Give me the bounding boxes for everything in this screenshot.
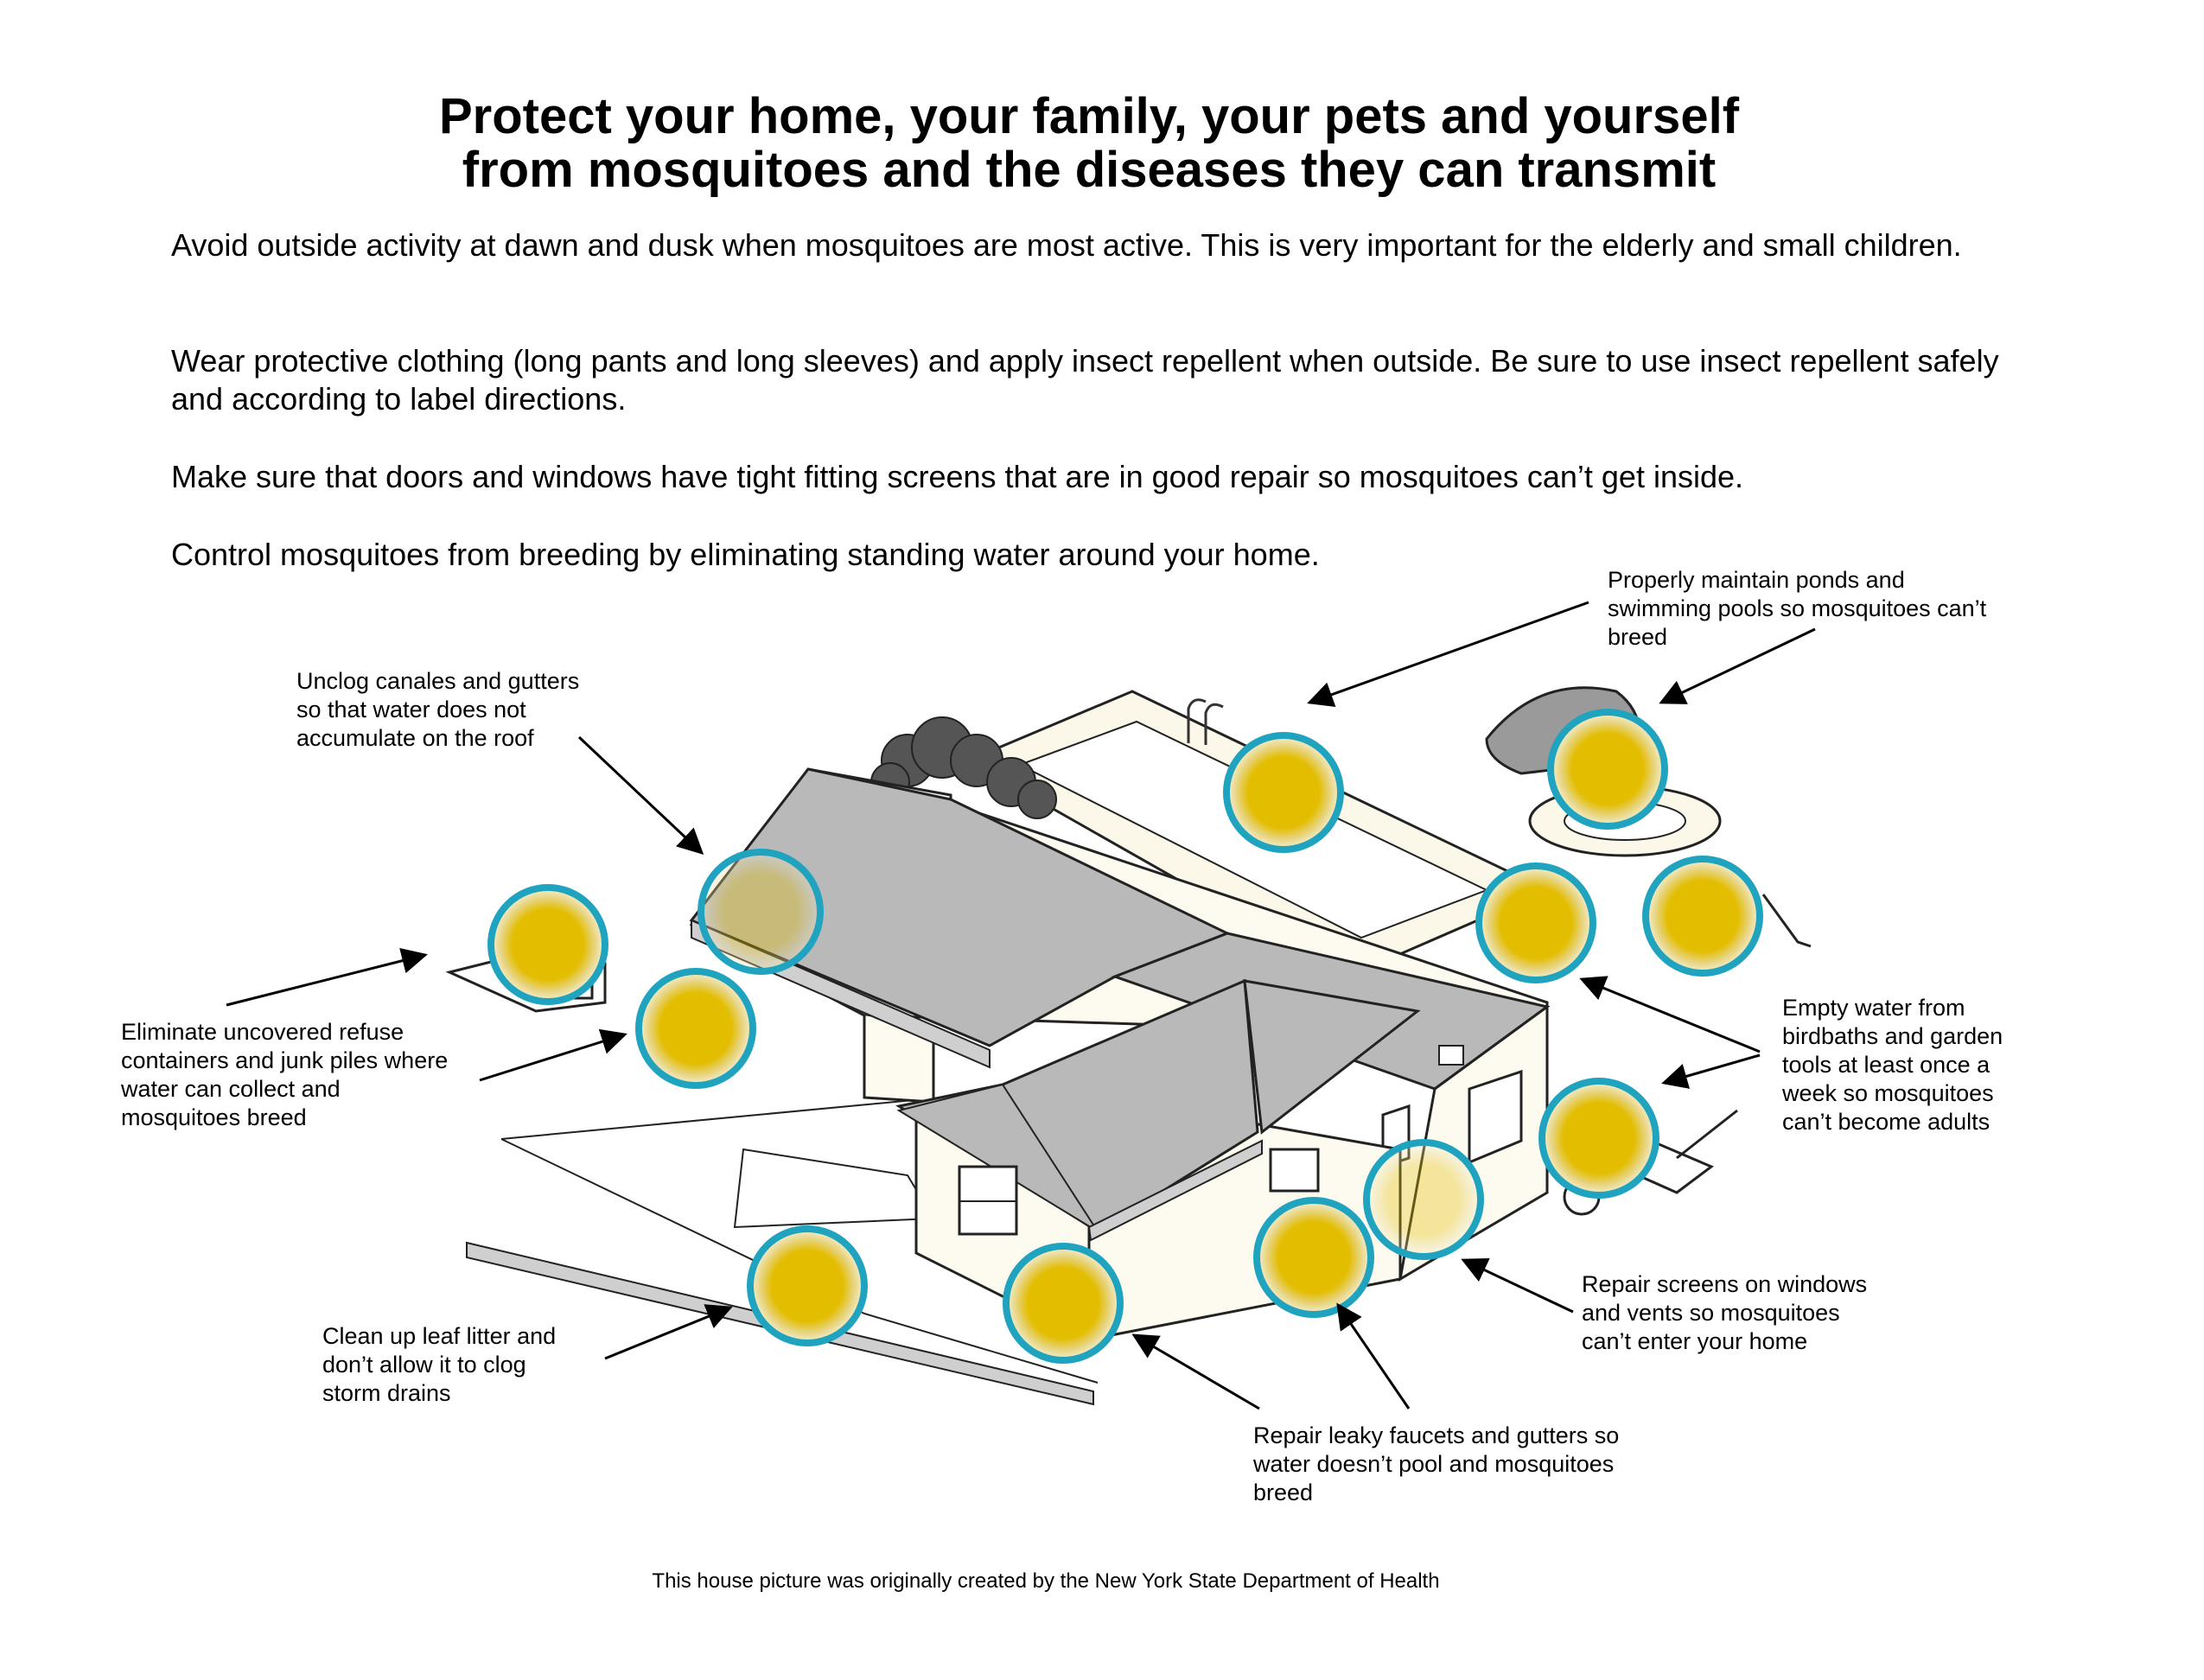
title-line-1: Protect your home, your family, your pets and yourself <box>438 88 1740 144</box>
hotspot-downspout <box>1006 1246 1120 1360</box>
callout-faucets: Repair leaky faucets and gutters so water doesn’t pool and mosquitoes breed <box>1253 1422 1620 1505</box>
callout-birdbaths: Empty water from birdbaths and garden tools at least once a week so mosquitoes can’t become adults <box>1782 995 2003 1135</box>
hotspot-screen <box>1366 1142 1481 1257</box>
tip-window-screens: Make sure that doors and windows have tight fitting screens that are in good repair so mosquitoes can’t get inside. <box>171 459 1744 494</box>
tip-standing-water: Control mosquitoes from breeding by eliminating standing water around your home. <box>171 537 1320 572</box>
arrow-refuse-bin <box>226 955 425 1005</box>
callout-gutters: Unclog canales and gutters so that water does not accumulate on the roof <box>296 668 580 751</box>
hotspot-gutter <box>701 852 820 971</box>
arrow-pool <box>1309 602 1589 703</box>
arrow-birdbath <box>1582 979 1760 1052</box>
callout-refuse: Eliminate uncovered refuse containers and junk piles where water can collect and mosquitoes breed <box>121 1019 449 1130</box>
arrow-screen <box>1463 1260 1573 1312</box>
callout-leaves: Clean up leaf litter and don’t allow it to clog storm drains <box>322 1323 557 1406</box>
title-line-2: from mosquitoes and the diseases they can transmit <box>462 142 1717 198</box>
hotspot-tires <box>1646 859 1760 973</box>
credit-line: This house picture was originally created by the New York State Department of Health <box>652 1569 1440 1593</box>
tip-avoid-dawn-dusk: Avoid outside activity at dawn and dusk when mosquitoes are most active. This is very important for the elderly and small children. <box>171 227 1962 263</box>
arrow-downspout <box>1134 1335 1259 1409</box>
hotspot-refuse-bin <box>491 888 605 1002</box>
page-title <box>0 90 2178 197</box>
hotspot-wheelbarrow <box>1542 1081 1656 1195</box>
arrow-drain <box>605 1308 730 1359</box>
hotspot-junk <box>639 971 753 1085</box>
hotspot-faucet <box>1257 1200 1371 1314</box>
hotspot-birdbath <box>1479 866 1593 980</box>
arrow-faucet <box>1338 1305 1409 1409</box>
hotspot-drain <box>750 1229 864 1343</box>
callout-screens: Repair screens on windows and vents so mosquitoes can’t enter your home <box>1582 1271 1868 1354</box>
tip-protective-clothing: Wear protective clothing (long pants and long sleeves) and apply insect repellent when outside. Be sure to use insect repellent safely and according to label directions. <box>171 343 1999 417</box>
arrow-wheelbarrow <box>1664 1055 1760 1083</box>
arrow-junk <box>480 1034 625 1080</box>
hotspot-pool <box>1226 735 1341 850</box>
arrow-gutter <box>579 737 702 853</box>
hotspot-pond <box>1551 712 1665 826</box>
callout-ponds: Properly maintain ponds and swimming pools so mosquitoes can’t breed <box>1608 567 1987 650</box>
